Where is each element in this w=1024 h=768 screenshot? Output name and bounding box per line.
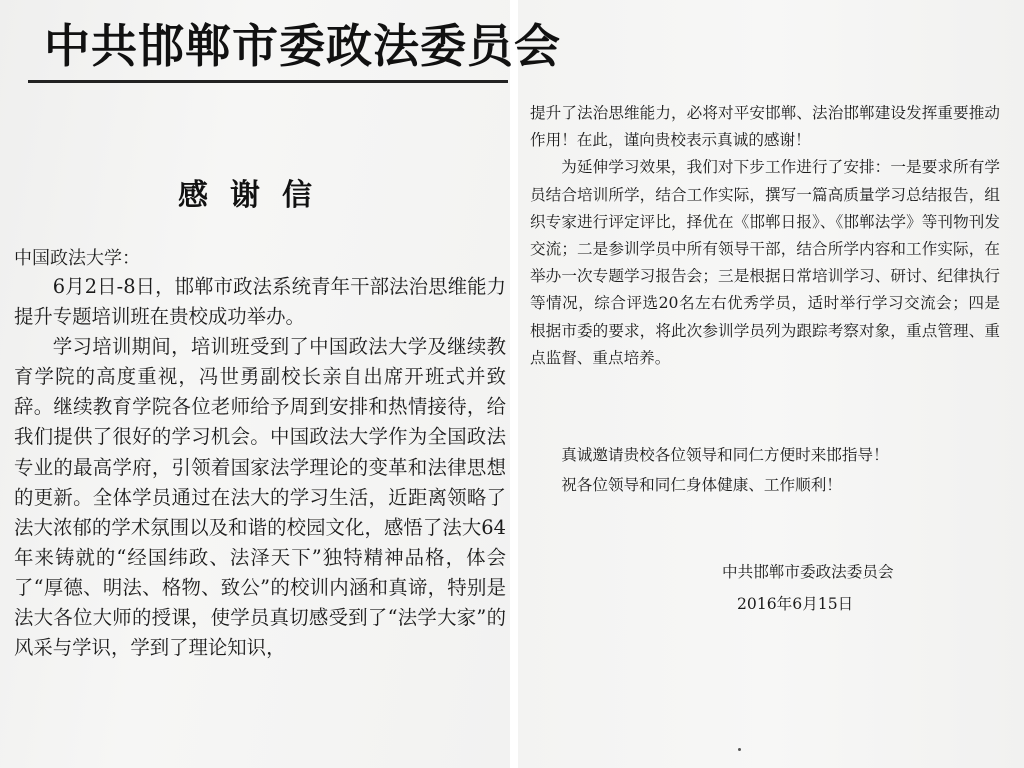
right-paragraph-continuation: 提升了法治思维能力，必将对平安邯郸、法治邯郸建设发挥重要推动作用！在此，谨向贵校表示真诚的感谢！ (530, 104, 1000, 150)
left-paragraph-2: 学习培训期间，培训班受到了中国政法大学及继续教育学院的高度重视，冯世勇副校长亲自出席开班式并致辞。继续教育学院各位老师给予周到安排和热情接待，给我们提供了很好的学习机会。中国政法大学作为全国政法专业的最高学府，引领着国家法学理论的变革和法律思想的更新。全体学员通过在法大的学习生活，近距离领略了法大浓郁的学术氛围以及和谐的校园文化，感悟了法大64年来铸就的“经国纬政、法泽天下”独特精神品格，体会了“厚德、明法、格物、致公”的校训内涵和真谛，特别是法大各位大师的授课，使学员真切感受到了“法学大家”的风采与学识，学到了理论知识， (14, 335, 506, 660)
paper-speck (738, 748, 741, 751)
letterhead-rule (28, 80, 508, 83)
right-body-text (530, 100, 1000, 372)
left-paragraph-1: 6月2日-8日，邯郸市政法系统青年干部法治思维能力提升专题培训班在贵校成功举办。 (14, 275, 506, 329)
page-gutter (510, 0, 518, 768)
letterhead-title: 中共邯郸市委政法委员会 (44, 19, 561, 73)
signature-organization: 中共邯郸市委政法委员会 (722, 563, 894, 581)
letter-heading: 感谢信 (178, 178, 334, 213)
right-paragraph-arrangements: 为延伸学习效果，我们对下步工作进行了安排：一是要求所有学员结合培训所学，结合工作实际，撰写一篇高质量学习总结报告，组织专家进行评定评比，择优在《邯郸日报》、《邯郸法学》等刊物刊发交流；二是参训学员中所有领导干部，结合所学内容和工作实际，在举办一次专题学习报告会；三是根据日常培训学习、研讨、纪律执行等情况，综合评选20名左右优秀学员，适时举行学习交流会；四是根据市委的要求，将此次参训学员列为跟踪考察对象，重点管理、重点监督、重点培养。 (530, 158, 1000, 367)
salutation: 中国政法大学： (14, 248, 140, 269)
signature-date: 2016年6月15日 (737, 595, 854, 613)
closing-invitation: 真诚邀请贵校各位领导和同仁方便时来邯指导！ (561, 446, 889, 464)
left-body-text (14, 272, 506, 663)
closing-wishes: 祝各位领导和同仁身体健康、工作顺利！ (561, 476, 842, 494)
closing-block (530, 440, 1000, 500)
